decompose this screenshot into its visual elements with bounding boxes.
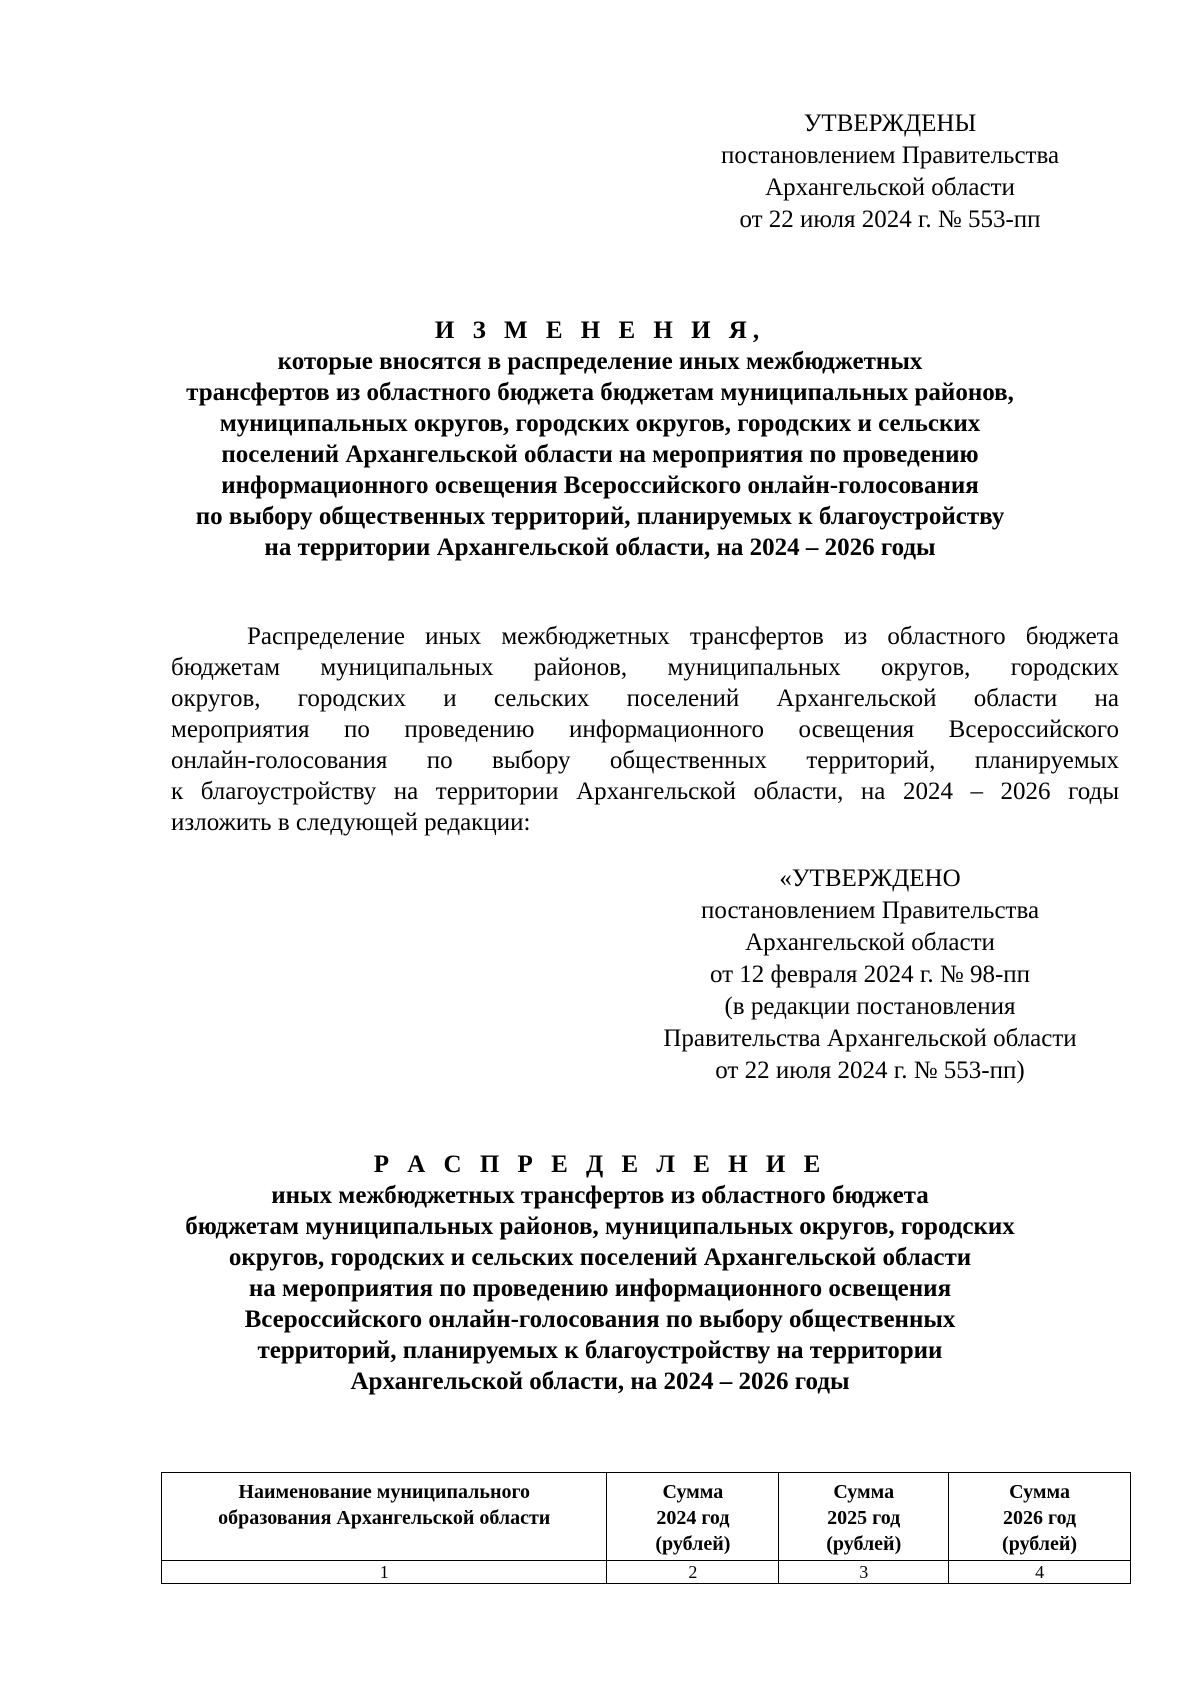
distribution-title-line: Всероссийского онлайн-голосования по выбору общественных bbox=[244, 1306, 956, 1333]
distribution-title-line: на мероприятия по проведению информационного освещения bbox=[248, 1275, 952, 1302]
distribution-title-line: округов, городских и сельских поселений Архангельской области bbox=[228, 1244, 972, 1271]
body-paragraph bbox=[171, 621, 1119, 838]
paragraph-line: бюджетам муниципальных районов, муниципальных округов, городских bbox=[171, 654, 1119, 681]
paragraph-line: к благоустройству на территории Архангельской области, на 2024 – 2026 годы bbox=[171, 778, 1119, 805]
changes-title-line: трансфертов из областного бюджета бюджетам муниципальных районов, bbox=[186, 379, 1014, 406]
header-line: Наименование муниципального bbox=[238, 1481, 531, 1503]
changes-heading: И З М Е Н Е Н И Я, bbox=[434, 317, 766, 344]
changes-title bbox=[130, 315, 1070, 563]
approval-line-4: от 22 июля 2024 г. № 553-пп bbox=[739, 206, 1041, 233]
distribution-title-line: территорий, планируемых к благоустройству на территории bbox=[257, 1337, 943, 1364]
header-line: (рублей) bbox=[655, 1533, 731, 1555]
approval2-line-7: от 22 июля 2024 г. № 553-пп) bbox=[715, 1057, 1025, 1084]
distribution-title-line: бюджетам муниципальных районов, муниципальных округов, городских bbox=[185, 1213, 1015, 1240]
distribution-table bbox=[161, 1472, 1131, 1584]
paragraph-line: изложить в следующей редакции: bbox=[171, 809, 531, 836]
distribution-title-line: иных межбюджетных трансфертов из областного бюджета bbox=[271, 1182, 929, 1209]
approval2-line-3: Архангельской области bbox=[745, 929, 995, 956]
changes-title-line: поселений Архангельской области на мероприятия по проведению bbox=[221, 441, 979, 468]
changes-title-line: муниципальных округов, городских округов, городских и сельских bbox=[219, 410, 981, 437]
distribution-heading: Р А С П Р Е Д Е Л Е Н И Е bbox=[373, 1151, 827, 1178]
header-municipality bbox=[162, 1473, 607, 1561]
paragraph-line: онлайн-голосования по выбору общественных территорий, планируемых bbox=[171, 747, 1119, 774]
approval-block bbox=[680, 108, 1100, 236]
header-line: образования Архангельской области bbox=[218, 1507, 551, 1529]
header-sum-2026 bbox=[949, 1473, 1131, 1561]
header-line: 2024 год bbox=[656, 1507, 730, 1529]
changes-title-line: информационного освещения Всероссийского онлайн-голосования bbox=[221, 472, 979, 499]
paragraph-line: Распределение иных межбюджетных трансфертов из областного бюджета bbox=[247, 623, 1119, 650]
paragraph-line: округов, городских и сельских поселений Архангельской области на bbox=[171, 685, 1119, 712]
approval2-line-6: Правительства Архангельской области bbox=[663, 1025, 1077, 1052]
changes-title-line: которые вносятся в распределение иных межбюджетных bbox=[277, 348, 923, 375]
header-line: (рублей) bbox=[826, 1533, 902, 1555]
approval-line-2: постановлением Правительства bbox=[720, 142, 1060, 169]
table-header-row bbox=[162, 1473, 1131, 1561]
header-line: 2026 год bbox=[1003, 1507, 1077, 1529]
approval-line-1: УТВЕРЖДЕНЫ bbox=[803, 110, 977, 137]
column-number: 4 bbox=[949, 1561, 1131, 1584]
distribution-title bbox=[130, 1149, 1070, 1397]
approval2-line-1: «УТВЕРЖДЕНО bbox=[779, 865, 961, 892]
approval2-line-4: от 12 февраля 2024 г. № 98-пп bbox=[709, 961, 1031, 988]
header-line: Сумма bbox=[1009, 1481, 1070, 1503]
changes-title-line: на территории Архангельской области, на 2024 – 2026 годы bbox=[264, 534, 936, 561]
changes-title-line: по выбору общественных территорий, планируемых к благоустройству bbox=[195, 503, 1005, 530]
header-line: 2025 год bbox=[827, 1507, 901, 1529]
header-line: (рублей) bbox=[1002, 1533, 1078, 1555]
header-line: Сумма bbox=[833, 1481, 895, 1503]
header-sum-2025 bbox=[779, 1473, 949, 1561]
approval2-line-5: (в редакции постановления bbox=[724, 993, 1016, 1020]
column-number: 3 bbox=[779, 1561, 949, 1584]
header-line: Сумма bbox=[662, 1481, 724, 1503]
paragraph-line: мероприятия по проведению информационного освещения Всероссийского bbox=[171, 716, 1119, 743]
approval-line-3: Архангельской области bbox=[765, 174, 1015, 201]
distribution-title-line: Архангельской области, на 2024 – 2026 годы bbox=[350, 1368, 850, 1395]
approval-block-2 bbox=[620, 863, 1120, 1087]
column-number: 1 bbox=[162, 1561, 607, 1584]
header-sum-2024 bbox=[607, 1473, 779, 1561]
table-numbering-row bbox=[162, 1561, 1131, 1584]
approval2-line-2: постановлением Правительства bbox=[700, 897, 1040, 924]
column-number: 2 bbox=[607, 1561, 779, 1584]
